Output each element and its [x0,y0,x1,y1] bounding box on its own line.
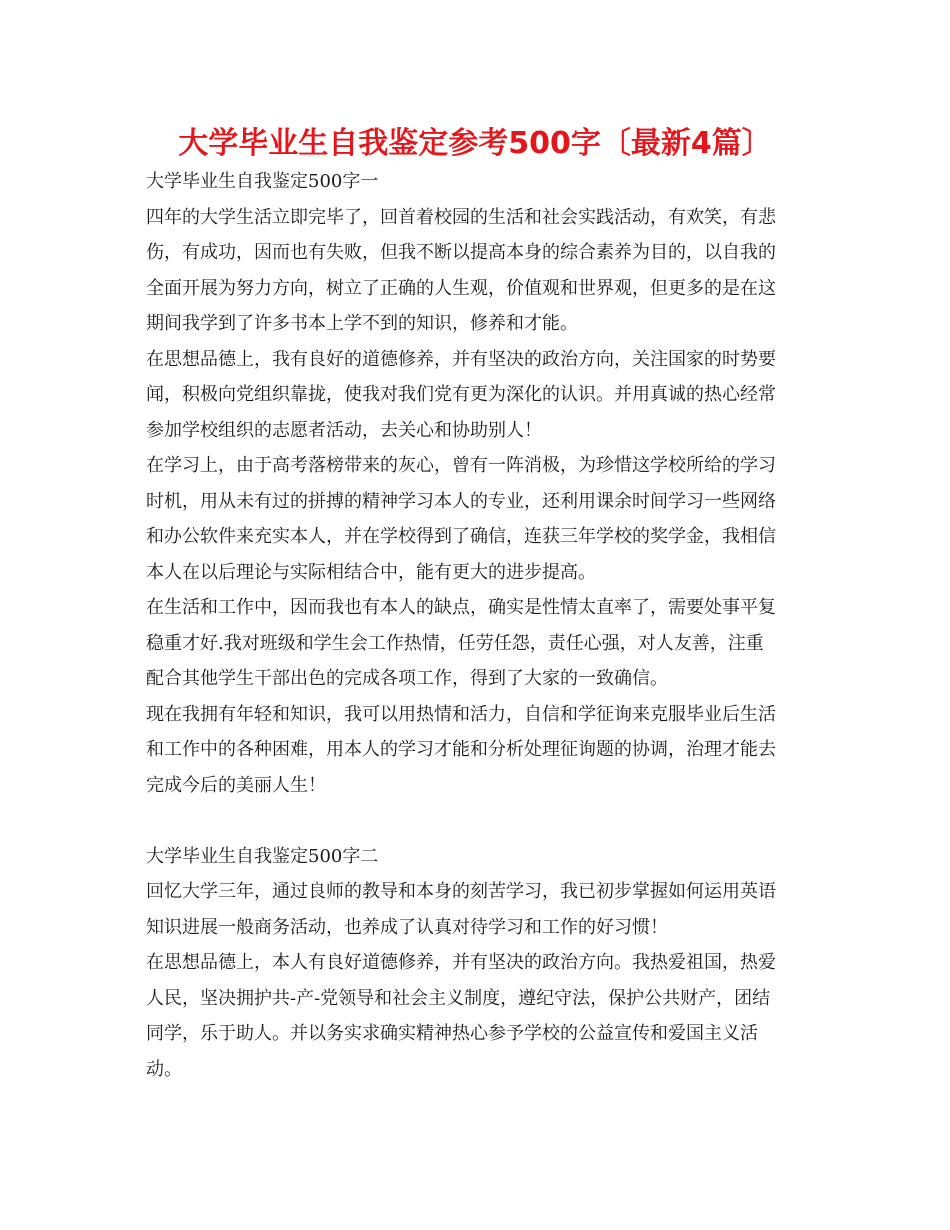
text-line: 配合其他学生干部出色的完成各项工作，得到了大家的一致确信。 [146,668,668,689]
paragraph [146,945,806,1087]
paragraph [146,448,806,590]
text-line: 人民，坚决拥护共-产-党领导和社会主义制度，遵纪守法，保护公共财产，团结 [146,987,771,1009]
text-line: 在思想品德上，我有良好的道德修养，并有坚决的政治方向，关注国家的时势要 [146,348,776,370]
text-line: 本人在以后理论与实际相结合中，能有更大的进步提高。 [146,561,596,583]
text-line: 在生活和工作中，因而我也有本人的缺点，确实是性情太直率了，需要处事平复 [146,597,776,618]
text-line: 期间我学到了许多书本上学不到的知识，修养和才能。 [146,313,578,334]
section-two [146,839,806,1088]
paragraph [146,697,806,804]
text-line: 完成今后的美丽人生！ [146,774,326,796]
paragraph [146,874,806,945]
document-body [146,164,806,1087]
text-line: 时机，用从未有过的拼搏的精神学习本人的专业，还利用课余时间学习一些网络 [146,490,776,512]
text-line: 现在我拥有年轻和知识，我可以用热情和活力，自信和学征询来克服毕业后生活 [146,703,776,725]
section-heading: 大学毕业生自我鉴定500字二 [146,845,379,867]
text-line: 和工作中的各种困难，用本人的学习才能和分析处理征询题的协调，治理才能去 [146,739,776,760]
text-line: 知识进展一般商务活动，也养成了认真对待学习和工作的好习惯！ [146,916,668,938]
text-line: 闻，积极向党组织靠拢，使我对我们党有更为深化的认识。并用真诚的热心经常 [146,384,776,405]
text-line: 稳重才好.我对班级和学生会工作热情，任劳任怨，责任心强，对人友善，注重 [146,632,764,654]
text-line: 参加学校组织的志愿者活动，去关心和协助别人！ [146,419,542,441]
paragraph [146,590,806,697]
text-line: 回忆大学三年，通过良师的教导和本身的刻苦学习，我已初步掌握如何运用英语 [146,881,776,902]
text-line: 动。 [146,1058,182,1080]
text-line: 全面开展为努力方向，树立了正确的人生观，价值观和世界观，但更多的是在这 [146,277,776,299]
paragraph [146,200,806,342]
section-heading: 大学毕业生自我鉴定500字一 [146,171,379,192]
text-line: 四年的大学生活立即完毕了，回首着校园的生活和社会实践活动，有欢笑，有悲 [146,206,776,228]
text-line: 在思想品德上，本人有良好道德修养，并有坚决的政治方向。我热爱祖国，热爱 [146,952,776,973]
document-title: 大学毕业生自我鉴定参考500字〔最新4篇〕 [178,126,772,161]
paragraph [146,342,806,449]
text-line: 在学习上，由于高考落榜带来的灰心，曾有一阵消极，为珍惜这学校所给的学习 [146,455,776,476]
text-line: 和办公软件来充实本人，并在学校得到了确信，连获三年学校的奖学金，我相信 [146,526,776,547]
text-line: 同学，乐于助人。并以务实求确实精神热心参予学校的公益宣传和爱国主义活 [146,1023,758,1044]
section-spacer [146,803,806,839]
section-one [146,164,806,803]
text-line: 伤，有成功，因而也有失败，但我不断以提高本身的综合素养为目的，以自我的 [146,242,776,263]
